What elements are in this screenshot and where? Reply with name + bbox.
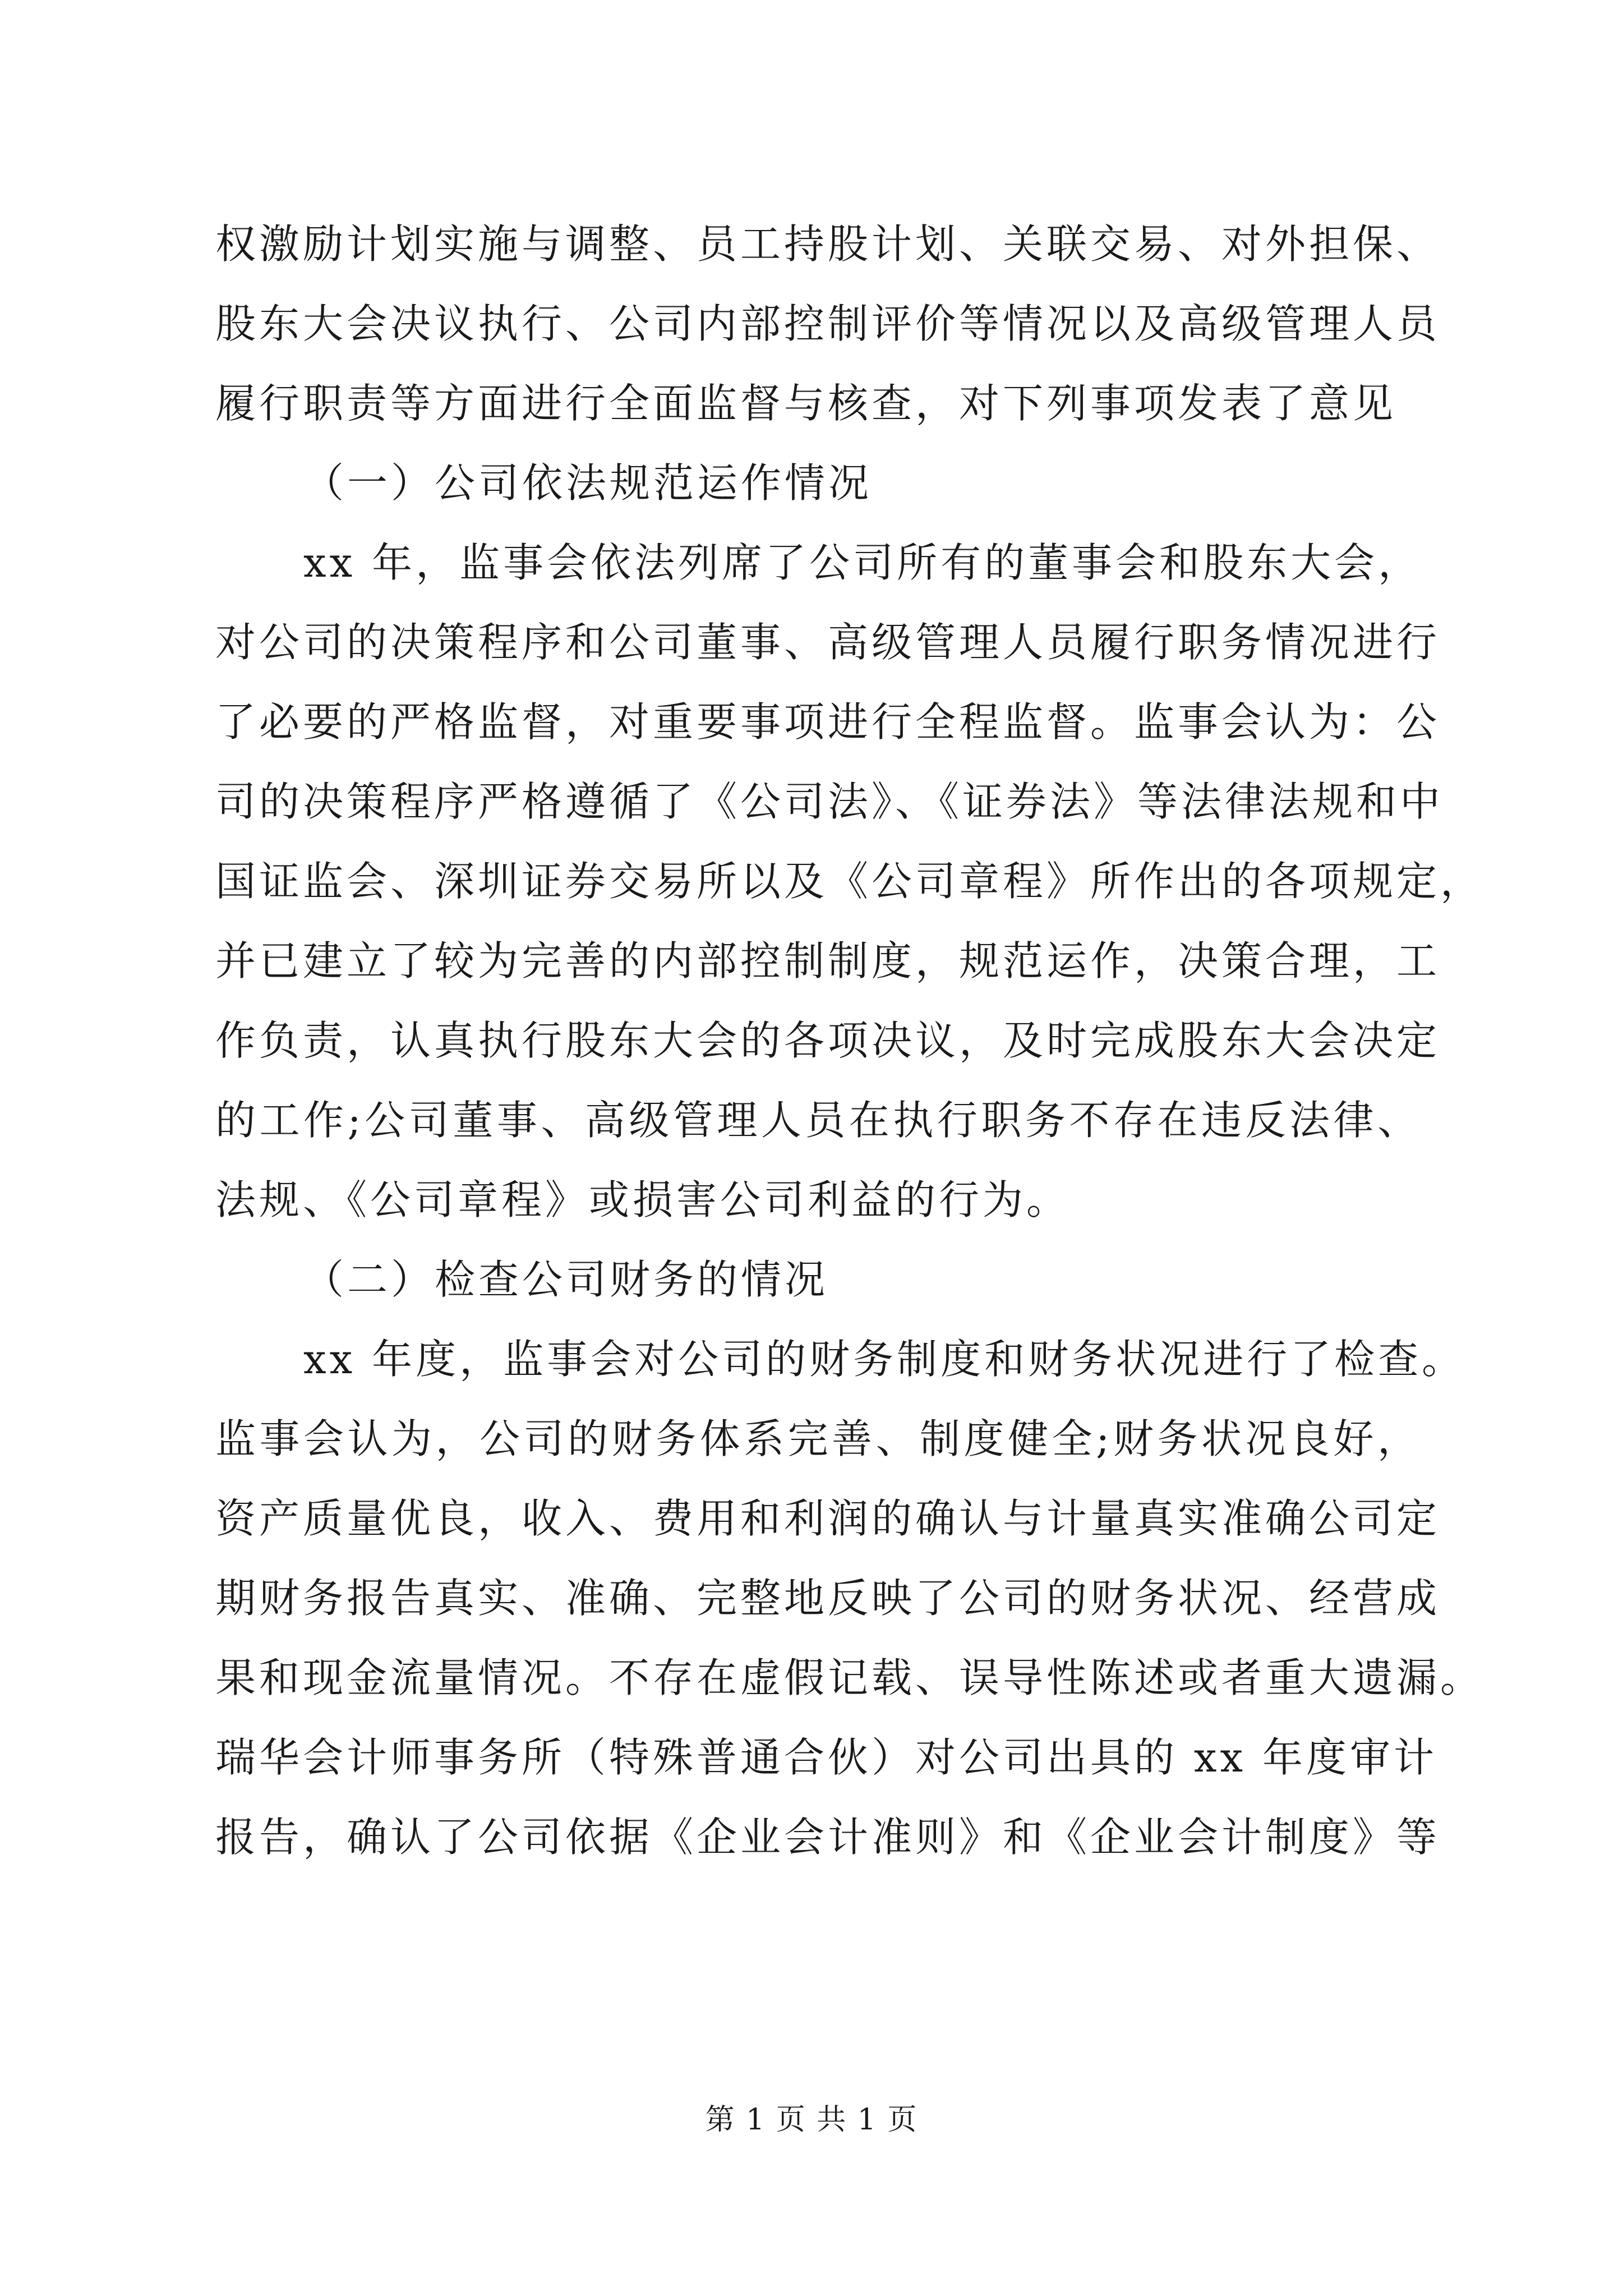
body-text-line: 资产质量优良，收入、费用和利润的确认与计量真实准确公司定 bbox=[215, 1495, 1441, 1542]
paragraph-first-line: xx 年，监事会依法列席了公司所有的董事会和股东大会， bbox=[303, 539, 1422, 586]
body-text-line: 监事会认为，公司的财务体系完善、制度健全;财务状况良好， bbox=[215, 1415, 1421, 1462]
body-text-line: 股东大会决议执行、公司内部控制评价等情况以及高级管理人员 bbox=[215, 300, 1441, 347]
body-text-line: 对公司的决策程序和公司董事、高级管理人员履行职务情况进行 bbox=[215, 619, 1441, 666]
paragraph-first-line: xx 年度，监事会对公司的财务制度和财务状况进行了检查。 bbox=[303, 1336, 1466, 1383]
body-text-line: 国证监会、深圳证券交易所以及《公司章程》所作出的各项规定， bbox=[215, 858, 1484, 905]
body-text-line: 并已建立了较为完善的内部控制制度，规范运作，决策合理，工 bbox=[215, 937, 1441, 984]
page-number-footer: 第 1 页 共 1 页 bbox=[705, 2103, 918, 2137]
section-heading: （二）检查公司财务的情况 bbox=[303, 1256, 829, 1303]
body-text-line: 了必要的严格监督，对重要事项进行全程监督。监事会认为：公 bbox=[215, 698, 1441, 746]
body-text-line: 权激励计划实施与调整、员工持股计划、关联交易、对外担保、 bbox=[215, 220, 1441, 268]
body-text-line: 履行职责等方面进行全面监督与核查，对下列事项发表了意见 bbox=[215, 380, 1397, 427]
body-text-line: 期财务报告真实、准确、完整地反映了公司的财务状况、经营成 bbox=[215, 1575, 1441, 1622]
body-text-line: 果和现金流量情况。不存在虚假记载、误导性陈述或者重大遗漏。 bbox=[215, 1654, 1484, 1701]
section-heading: （一）公司依法规范运作情况 bbox=[303, 459, 873, 507]
body-text-line: 报告，确认了公司依据《企业会计准则》和《企业会计制度》等 bbox=[215, 1814, 1441, 1861]
body-text-line: 司的决策程序严格遵循了《公司法》、《证券法》等法律法规和中 bbox=[215, 778, 1444, 825]
body-text-line: 法规、《公司章程》或损害公司利益的行为。 bbox=[215, 1176, 1071, 1223]
body-text-line: 的工作;公司董事、高级管理人员在执行职务不存在违反法律、 bbox=[215, 1097, 1421, 1144]
body-text-line: 作负责，认真执行股东大会的各项决议，及时完成股东大会决定 bbox=[215, 1017, 1441, 1064]
body-text-line: 瑞华会计师事务所（特殊普通合伙）对公司出具的 xx 年度审计 bbox=[215, 1734, 1437, 1781]
